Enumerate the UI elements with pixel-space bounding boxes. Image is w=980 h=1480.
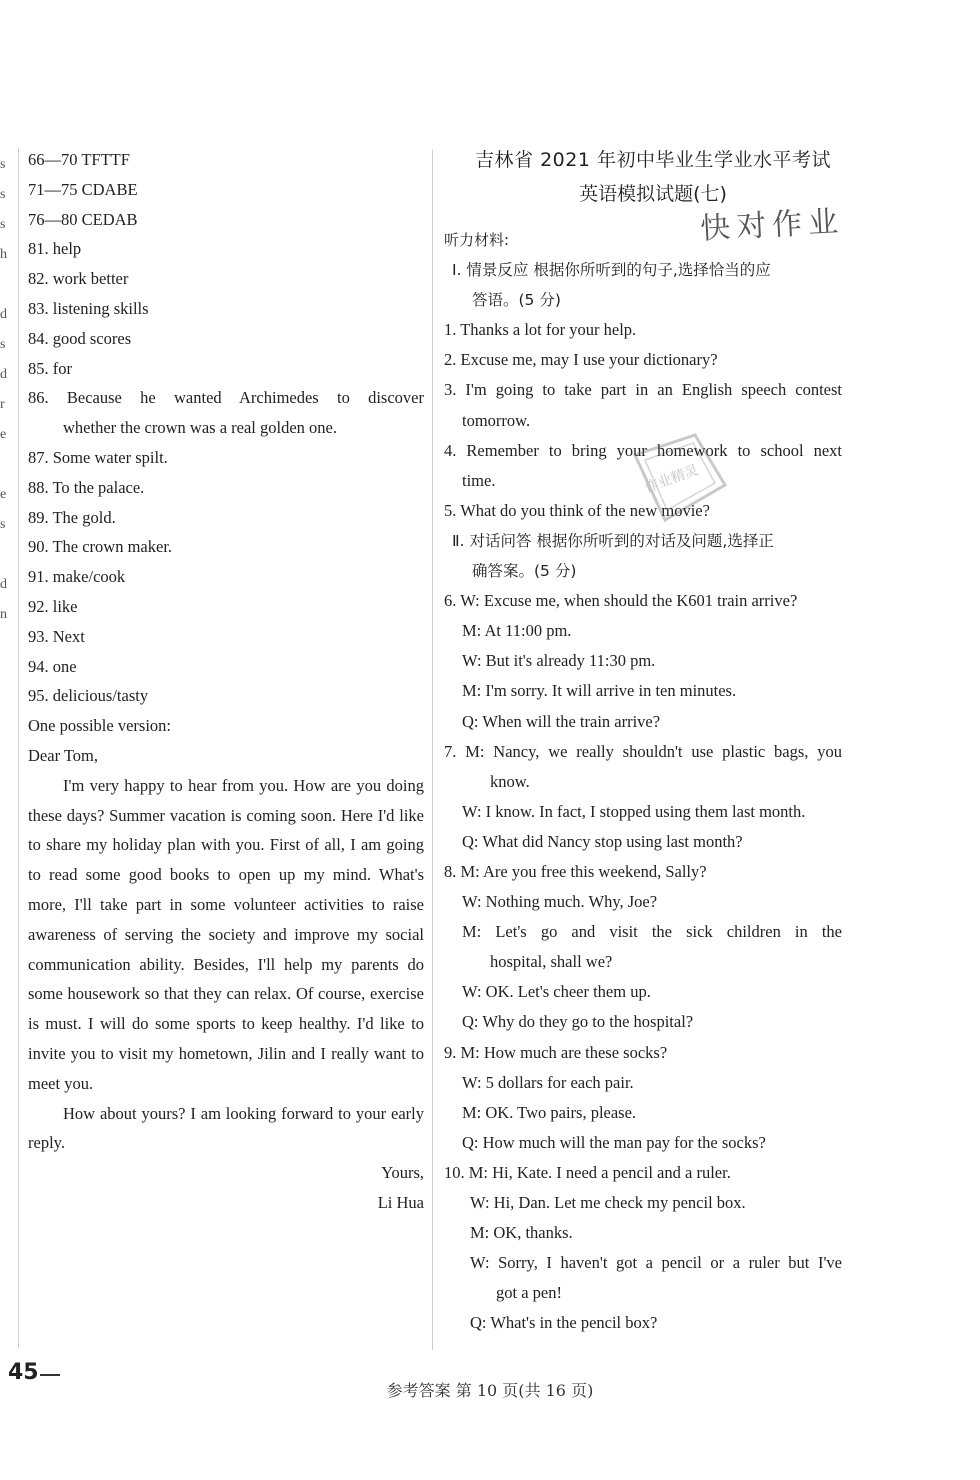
- page-number: 45: [8, 1360, 39, 1385]
- answer-line: 71—75 CDABE: [28, 179, 138, 199]
- edge-fragment: s: [0, 187, 6, 202]
- answer-line: 93. Next: [28, 626, 85, 646]
- dialogue-8-line3: M: Let's go and visit the sick children in the: [462, 922, 842, 942]
- section2-heading-cont: 确答案。(5 分): [472, 562, 577, 581]
- section1-heading: Ⅰ. 情景反应 根据你所听到的句子,选择恰当的应: [452, 261, 771, 280]
- dialogue-line: M: OK, thanks.: [470, 1223, 573, 1243]
- letter-signature: Li Hua: [377, 1192, 424, 1212]
- q86-line2: whether the crown was a real golden one.: [63, 418, 337, 438]
- dialogue-line: Q: When will the train arrive?: [462, 711, 661, 731]
- edge-fragment: h: [0, 247, 7, 262]
- answer-line: 91. make/cook: [28, 567, 126, 587]
- answer-line: 89. The gold.: [28, 507, 116, 527]
- edge-fragment: e: [0, 427, 7, 442]
- dialogue-10-line4: W: Sorry, I haven't got a pencil or a ruler but I've: [470, 1253, 842, 1273]
- q86-line1: 86. Because he wanted Archimedes to discover: [28, 388, 424, 408]
- section1-heading-cont: 答语。(5 分): [472, 291, 561, 310]
- column-divider: [432, 150, 433, 1350]
- dialogue-line: W: But it's already 11:30 pm.: [462, 651, 656, 671]
- edge-fragment: [0, 540, 12, 570]
- version-label: One possible version:: [28, 716, 171, 736]
- question-4-line1: 4. Remember to bring your homework to school next: [444, 440, 842, 460]
- answer-key-column: [28, 145, 424, 1218]
- exam-title: 吉林省 2021 年初中毕业生学业水平考试: [475, 149, 831, 171]
- dialogue-8-line1: 8. M: Are you free this weekend, Sally?: [444, 861, 707, 881]
- edge-fragment: d: [0, 577, 7, 592]
- stamp-text: 作业精灵: [642, 462, 701, 497]
- answer-list-2: [28, 443, 424, 711]
- dialogue-10-line5: got a pen!: [496, 1283, 562, 1303]
- answer-line: 88. To the palace.: [28, 477, 145, 497]
- answer-list-1: [28, 145, 424, 383]
- dialogue-6: [444, 586, 842, 736]
- stamp-watermark-icon: [615, 425, 735, 535]
- dialogue-8-line4: hospital, shall we?: [490, 952, 613, 972]
- dialogue-line: 9. M: How much are these socks?: [444, 1042, 668, 1062]
- answer-line: 83. listening skills: [28, 298, 149, 318]
- dialogue-line: W: Hi, Dan. Let me check my pencil box.: [470, 1193, 746, 1212]
- answer-line: 95. delicious/tasty: [28, 686, 149, 706]
- edge-fragment: s: [0, 217, 6, 232]
- exam-subtitle: 英语模拟试题(七): [579, 183, 727, 205]
- dialogue-10-last: Q: What's in the pencil box?: [470, 1313, 658, 1333]
- letter-greeting: Dear Tom,: [28, 745, 99, 765]
- dialogue-8-rest: [444, 977, 842, 1037]
- answer-line: 87. Some water spilt.: [28, 447, 168, 467]
- page-number-dash: [40, 1374, 60, 1376]
- question-4-line2: time.: [462, 470, 496, 490]
- listening-label: 听力材料:: [444, 231, 510, 249]
- edge-fragment: n: [0, 607, 7, 622]
- question-1: 1. Thanks a lot for your help.: [444, 320, 637, 340]
- edge-fragment: s: [0, 337, 6, 352]
- answer-line: 90. The crown maker.: [28, 537, 173, 557]
- dialogue-line: Q: Why do they go to the hospital?: [462, 1012, 694, 1032]
- question-2: 2. Excuse me, may I use your dictionary?: [444, 350, 718, 370]
- answer-line: 81. help: [28, 239, 82, 259]
- letter-closing: Yours,: [381, 1163, 424, 1183]
- answer-line: 76—80 CEDAB: [28, 209, 138, 229]
- dialogue-7-line1: 7. M: Nancy, we really shouldn't use plastic bags, you: [444, 741, 842, 761]
- answer-line: 84. good scores: [28, 328, 132, 348]
- answer-line: 85. for: [28, 358, 72, 378]
- dialogue-line: M: OK. Two pairs, please.: [462, 1102, 637, 1122]
- edge-fragment: s: [0, 517, 6, 532]
- dialogue-line: M: At 11:00 pm.: [462, 621, 572, 641]
- dialogue-line: W: I know. In fact, I stopped using them last month.: [462, 801, 806, 821]
- dialogue-7-line2: know.: [490, 771, 530, 791]
- section2-heading: Ⅱ. 对话问答 根据你所听到的对话及问题,选择正: [452, 531, 774, 550]
- dialogue-7-rest: [444, 797, 842, 857]
- answer-line: 66—70 TFTTF: [28, 150, 130, 169]
- dialogue-9: [444, 1038, 842, 1158]
- edge-fragment: e: [0, 487, 7, 502]
- dialogue-10-mid: [444, 1188, 842, 1248]
- answer-line: 92. like: [28, 596, 78, 616]
- essay-paragraph-2: How about yours? I am looking forward to your early reply.: [28, 1103, 424, 1153]
- handwritten-watermark: 快对作业: [699, 204, 846, 247]
- answer-line: 82. work better: [28, 269, 129, 289]
- edge-fragment: [0, 450, 12, 480]
- edge-fragment: d: [0, 367, 7, 382]
- listening-material-column: [444, 143, 842, 1338]
- edge-fragment: [0, 270, 12, 300]
- dialogue-line: Q: What did Nancy stop using last month?: [462, 831, 743, 851]
- edge-fragment: r: [0, 397, 5, 412]
- dialogue-line: 6. W: Excuse me, when should the K601 train arrive?: [444, 591, 798, 611]
- dialogue-10-line1: 10. M: Hi, Kate. I need a pencil and a ruler.: [444, 1162, 731, 1182]
- answer-line: 94. one: [28, 656, 77, 676]
- dialogue-line: W: OK. Let's cheer them up.: [462, 982, 651, 1002]
- dialogue-8-line2: W: Nothing much. Why, Joe?: [462, 892, 658, 912]
- left-edge-fragments: [0, 150, 12, 630]
- dialogue-line: Q: How much will the man pay for the socks?: [462, 1132, 766, 1152]
- edge-fragment: s: [0, 157, 6, 172]
- left-margin-rule: [18, 148, 19, 1348]
- dialogue-line: W: 5 dollars for each pair.: [462, 1072, 634, 1092]
- essay-paragraph-1: I'm very happy to hear from you. How are you doing these days? Summer vacation is coming soon. Here I'd like to share my holiday plan with you. First of all, I am going to read some good books to open up my mind. What's more, I'll take part in some volunteer activities to raise awareness of serving the society and improve my social communication ability. Besides, I'll help my parents do some housework so that they can relax. Of course, exercise is must. I will do some sports to keep healthy. I'd like to invite you to visit my hometown, Jilin and I really want to meet you.: [28, 775, 424, 1093]
- question-3-line2: tomorrow.: [462, 410, 531, 430]
- question-3-line1: 3. I'm going to take part in an English speech contest: [444, 380, 842, 400]
- edge-fragment: d: [0, 307, 7, 322]
- page-caption: 参考答案 第 10 页(共 16 页): [386, 1381, 594, 1400]
- question-5: 5. What do you think of the new movie?: [444, 500, 710, 520]
- dialogue-line: M: I'm sorry. It will arrive in ten minutes.: [462, 681, 737, 701]
